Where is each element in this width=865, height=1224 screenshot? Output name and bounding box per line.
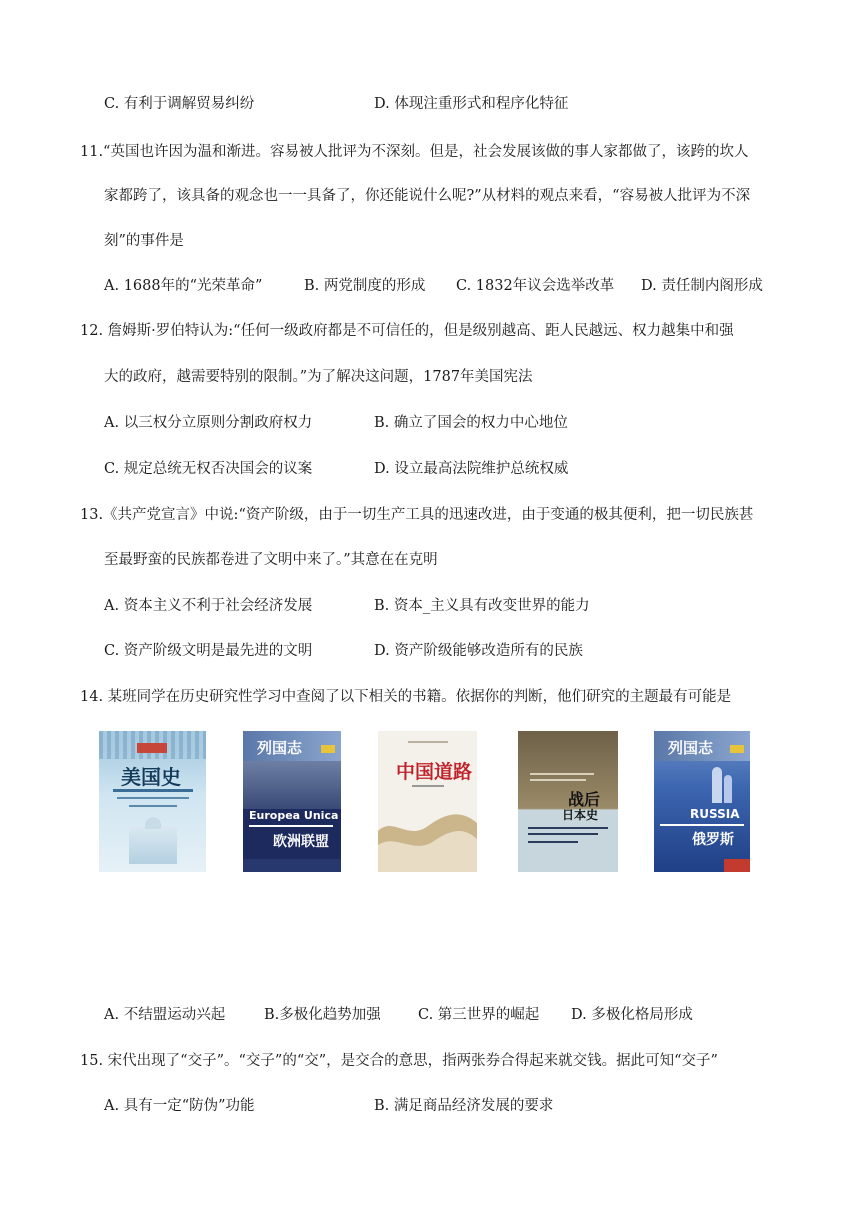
book-title: 美国史 <box>121 765 181 789</box>
q11-option-d: D. 责任制内阁形成 <box>641 278 763 294</box>
q15-option-a: A. 具有一定“防伪”功能 <box>104 1098 255 1114</box>
q13-option-d: D. 资产阶级能够改造所有的民族 <box>374 643 583 659</box>
book-cover-european-union <box>243 731 341 872</box>
q12-option-a: A. 以三权分立原则分割政府权力 <box>104 415 313 431</box>
q13-stem-line2: 至最野蛮的民族都卷进了文明中来了。”其意在在克明 <box>104 552 438 568</box>
book-title: 中国道路 <box>396 761 473 783</box>
q14-option-c: C. 第三世界的崛起 <box>418 1007 540 1023</box>
q11-stem-line1: 11.“英国也许因为温和渐进。容易被人批评为不深刻。但是，社会发展该做的事人家都做了，该跨的坎人 <box>80 144 749 160</box>
book-series-label: 列国志 <box>257 739 303 757</box>
q13-option-b: B. 资本_主义具有改变世界的能力 <box>374 598 590 614</box>
q13-stem-line1: 13.《共产党宣言》中说:“资产阶级，由于一切生产工具的迅速改进，由于变通的极其便利，把一切民族甚 <box>80 507 754 523</box>
book-english-title: Europea Unica <box>249 809 339 822</box>
q14-option-d: D. 多极化格局形成 <box>571 1007 693 1023</box>
q14-option-a: A. 不结盟运动兴起 <box>104 1007 226 1023</box>
book-english-title: RUSSIA <box>690 807 740 821</box>
book-cover-russia <box>654 731 750 872</box>
book-cover-american-history <box>99 731 206 872</box>
q11-option-a: A. 1688年的“光荣革命” <box>104 278 263 294</box>
q12-option-c: C. 规定总统无权否决国会的议案 <box>104 461 313 477</box>
q11-option-b: B. 两党制度的形成 <box>304 278 426 294</box>
q12-option-b: B. 确立了国会的权力中心地位 <box>374 415 568 431</box>
q11-stem-line2: 家都跨了，该具备的观念也一一具备了，你还能说什么呢?”从材料的观点来看，“容易被人批评为不深 <box>104 188 751 204</box>
book-wave-graphic <box>378 811 477 872</box>
q11-option-c: C. 1832年议会选举改革 <box>456 278 615 294</box>
q10-option-d: D. 体现注重形式和程序化特征 <box>374 96 569 112</box>
book-series-label: 列国志 <box>668 739 714 757</box>
q13-option-c: C. 资产阶级文明是最先进的文明 <box>104 643 313 659</box>
book-title-line1: 战后 <box>568 790 601 809</box>
q14-option-b: B.多极化趋势加强 <box>264 1007 381 1023</box>
book-cover-china-road <box>378 731 477 872</box>
q12-option-d: D. 设立最高法院维护总统权威 <box>374 461 569 477</box>
q12-stem-line2: 大的政府，越需要特别的限制。”为了解决这问题，1787年美国宪法 <box>104 369 533 385</box>
q10-option-c: C. 有利于调解贸易纠纷 <box>104 96 255 112</box>
q15-stem-line1: 15. 宋代出现了“交子”。“交子”的“交”，是交合的意思，指两张券合得起来就交钱。据此可知“交子” <box>80 1053 718 1069</box>
book-chinese-title: 俄罗斯 <box>692 832 734 848</box>
book-cover-postwar-japan <box>518 731 618 872</box>
q12-stem-line1: 12. 詹姆斯·罗伯特认为:“任何一级政府都是不可信任的，但是级别越高、距人民越远、权力越集中和强 <box>80 323 734 339</box>
q15-option-b: B. 满足商品经济发展的要求 <box>374 1098 554 1114</box>
q11-stem-line3: 刻”的事件是 <box>104 233 184 249</box>
q13-option-a: A. 资本主义不利于社会经济发展 <box>104 598 313 614</box>
q14-stem-line1: 14. 某班同学在历史研究性学习中查阅了以下相关的书籍。依据你的判断，他们研究的主题最有可能是 <box>80 689 732 705</box>
book-title-line2: 日本史 <box>562 808 599 822</box>
book-chinese-title: 欧洲联盟 <box>273 834 329 850</box>
